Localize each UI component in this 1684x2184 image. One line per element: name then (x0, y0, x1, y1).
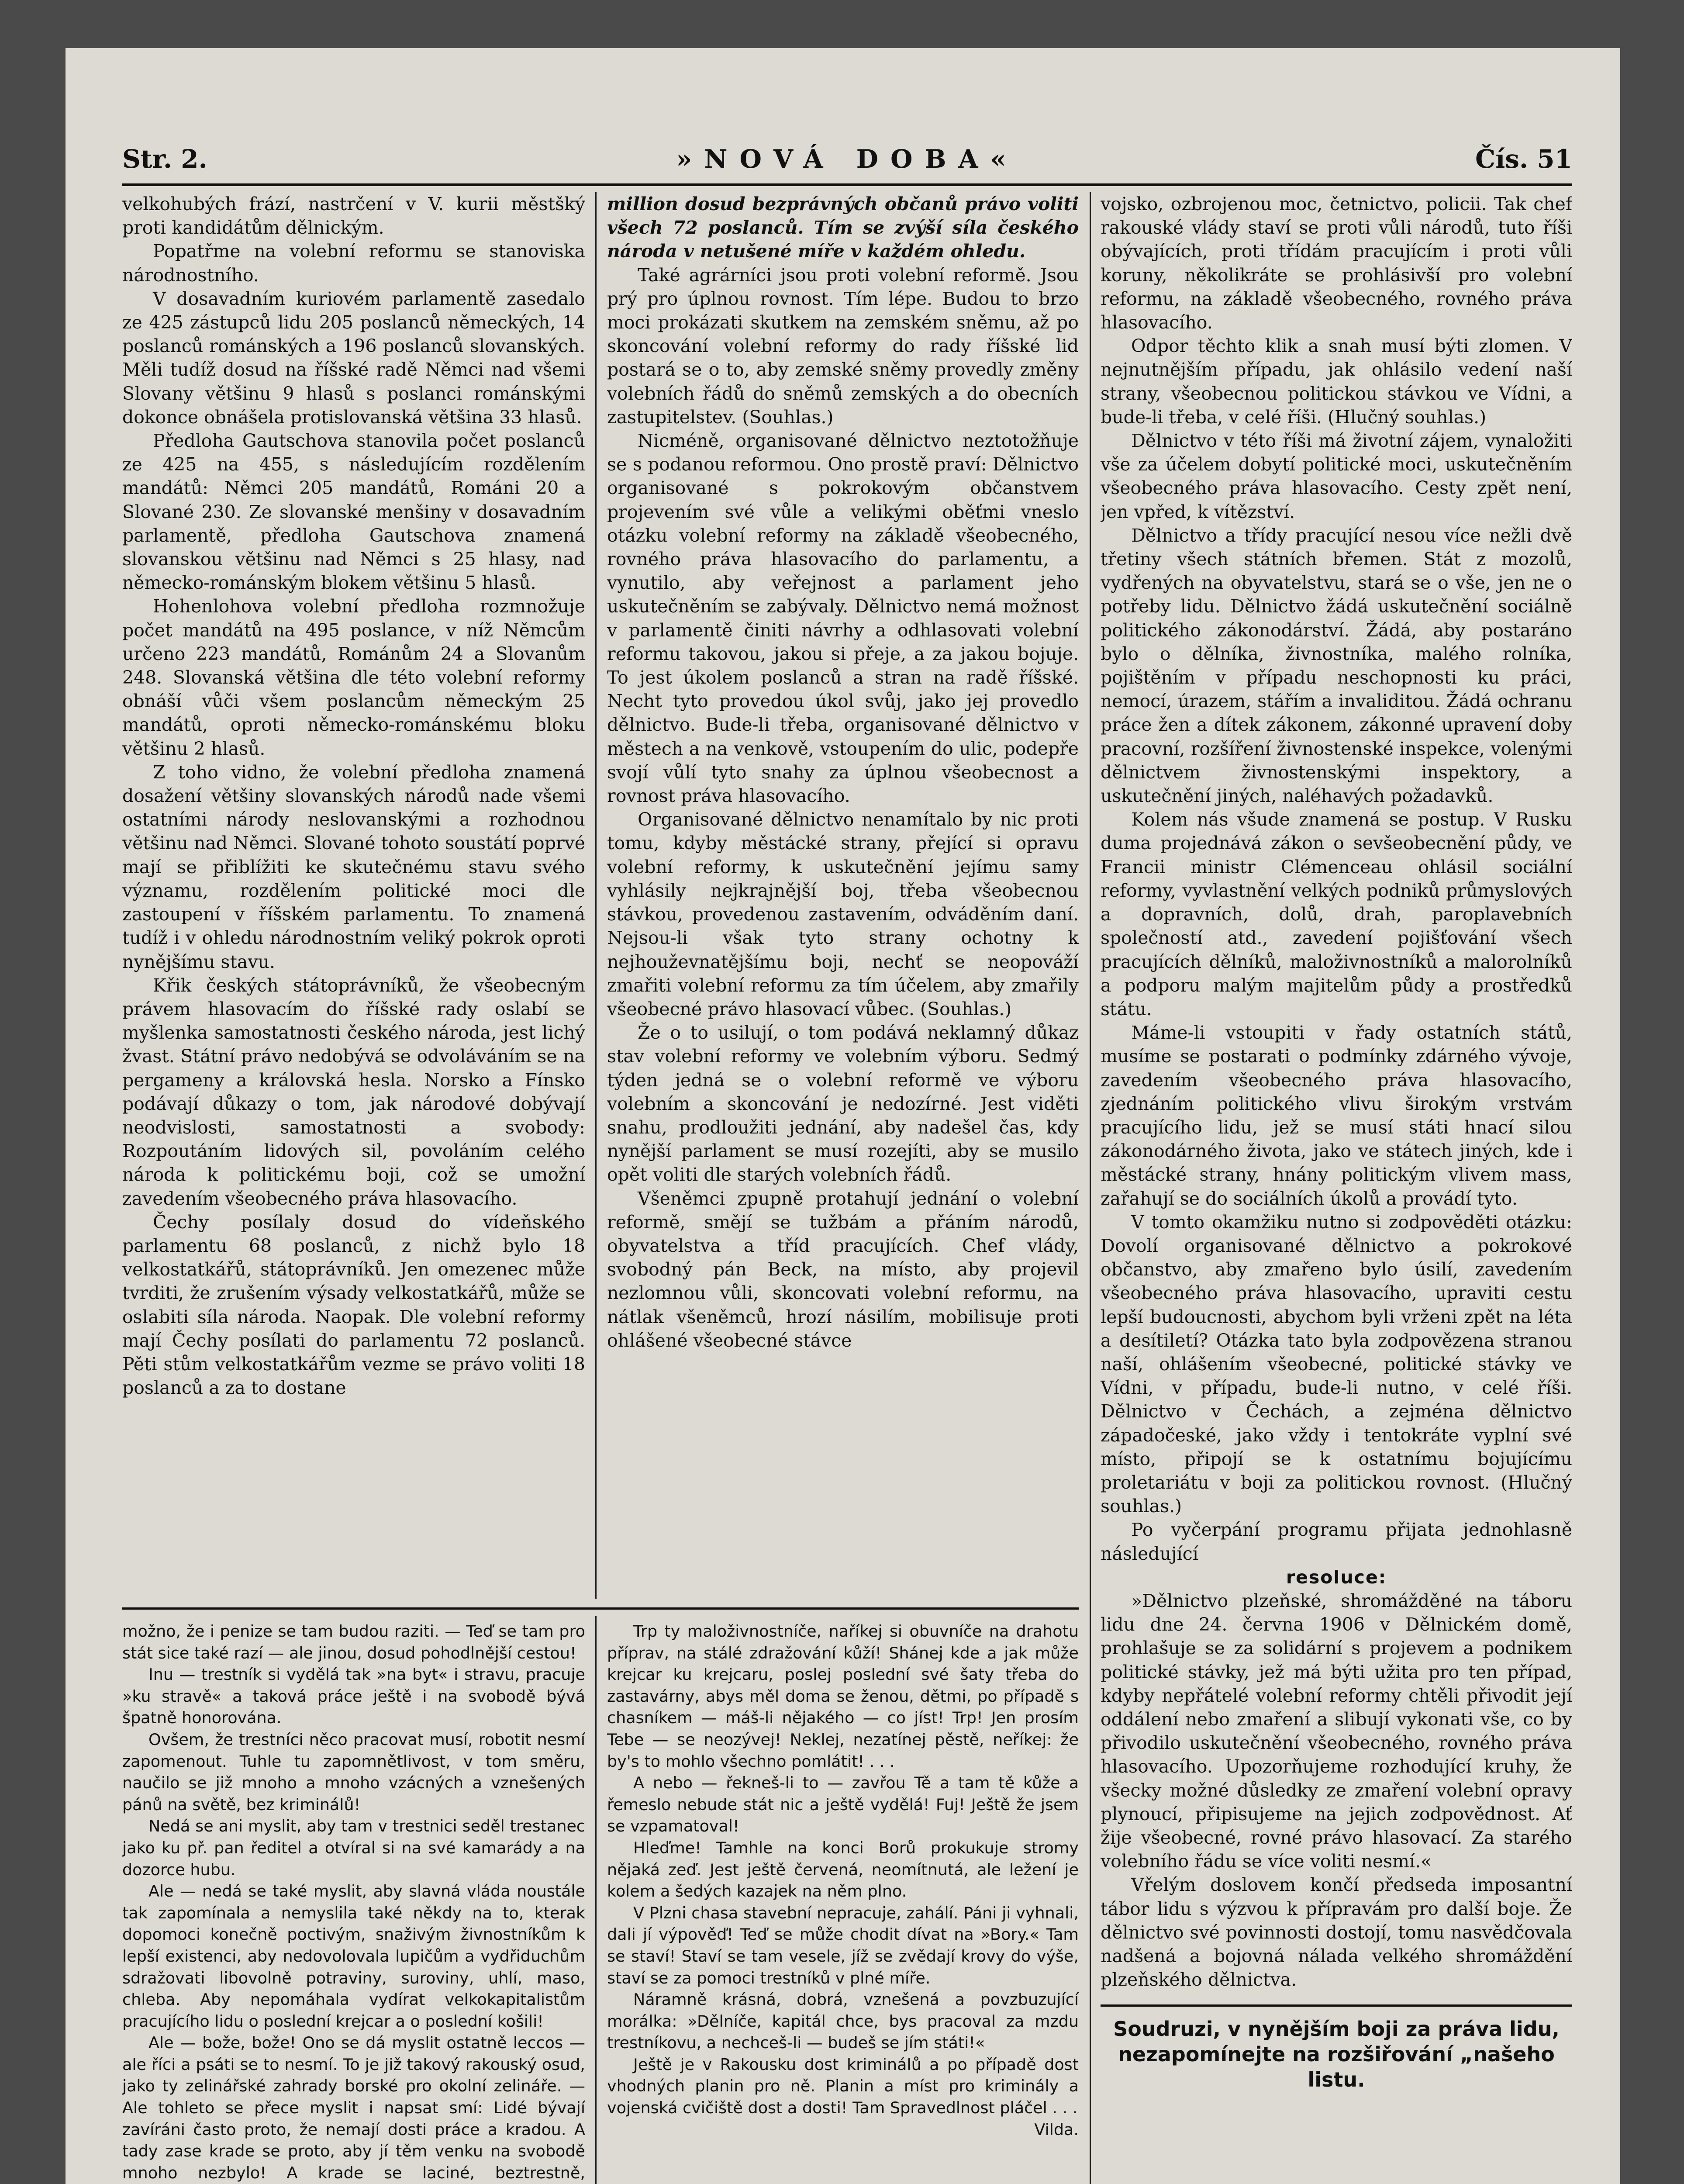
feuilleton-divider (122, 1607, 1079, 1610)
paragraph: možno, že i penize se tam budou raziti. — Teď se tam pro stát sice také razí — ale jinou, dosud pohodlnější cestou! (122, 1622, 585, 1662)
paragraph: Kolem nás všude znamená se postup. V Rusku duma projednává zákon o sevšeobecnění půdy, ve Francii ministr Clémenceau ohlásil sociální reformy, vyvlastnění velkých podniků průmyslových a dopravních, dolů, drah, paroplavebních společností atd., zavedení pojišťování všech pracujících dělníků, maloživnostníků a malorolníků a podporu malým majitelům půdy a prostředků státu. (1101, 809, 1572, 1019)
resolution-title: resoluce: (1286, 1566, 1387, 1588)
paragraph: Také agrárníci jsou proti volební reformě. Jsou prý pro úplnou rovnost. Tím lépe. Budou to brzo moci prokázati skutkem na zemském sněmu, až po skoncování volební reformy do rady říšské lid postará se o to, aby zemské sněmy provedly změny volebních řádů do sněmů zemských a do obecních zastupitelstev. (Souhlas.) (607, 264, 1079, 428)
resolution-text: »Dělnictvo plzeňské, shromážděné na táboru lidu dne 24. června 1906 v Dělnickém domě, prohlašuje se za solidární s projevem a podnikem politické stávky, jež má býti užita pro ten případ, kdyby nepřátelé volební reformy chtěli přivodit její oddálení nebo zmaření a slibují vykonati vše, co by přivodilo uskutečnění všeobecného, rovného práva hlasovacího. Upozorňujeme rozhodující kruhy, že všecky možné důsledky ze zmaření volební opravy plynoucí, připisujeme na jejich zodpovědnost. Ať žije všeobecné, rovné právo hlasovací. Za starého volebního řádu se více voliti nesmí.« (1101, 1590, 1572, 1872)
paragraph: A nebo — řekneš-li to — zavřou Tě a tam tě kůže a řemeslo nebude stát nic a ještě vydělá! Fuj! Ještě že jsem se vzpamatoval! (607, 1773, 1079, 1836)
article-column-2 (607, 192, 1079, 1599)
paragraph: V tomto okamžiku nutno si zodpověděti otázku: Dovolí organisované dělnictvo a pokrokové občanstvo, aby zmařeno bylo úsilí, zavedením všeobecného práva hlasovacího, upraviti cestu lepší budoucnosti, abychom byli vrženi zpět na léta a desítiletí? Otázka tato byla zodpovězena stranou naší, ohlášením všeobecné, politické stávky ve Vídni, v případu, bude-li nutno, v celé říši. Dělnictvo v Čechách, a zejména dělnictvo západočeské, jako vždy i tentokráte vyplní své místo, připojí se k ostatnímu bojujícímu proletariátu v boji za politickou rovnost. (Hlučný souhlas.) (1101, 1211, 1572, 1517)
newspaper-title: »NOVÁ DOBA« (676, 144, 1018, 174)
paragraph: Nedá se ani myslit, aby tam v trestnici seděl trestanec jako ku př. pan ředitel a otvíral si na své kamarády a na dozorce hubu. (122, 1817, 585, 1879)
newspaper-page (66, 48, 1620, 2184)
signature: Vilda. (1034, 2120, 1079, 2139)
paragraph: Dělnictvo v této říši má životní zájem, vynaložiti vše za účelem dobytí politické moci, uskutečněním všeobecného práva hlasovacího. Cesty zpět není, jen vpřed, k vítězství. (1101, 430, 1572, 522)
page-number: Str. 2. (122, 144, 207, 174)
paragraph: Máme-li vstoupiti v řady ostatních států, musíme se postarati o podmínky zdárného vývoje, zavedením všeobecného práva hlasovacího, zjednáním politického vlivu širokým vrstvám pracujícího lidu, jež se musí státi hnací silou zákonodárného života, jako ve státech jiných, kde i městácké strany, hnány politickým vlivem mass, zařahují se do sociálních úkolů a provádí tyto. (1101, 1022, 1572, 1209)
paragraph: Inu — trestník si vydělá tak »na byt« i stravu, pracuje »ku stravě« a taková práce ještě i na svobodě bývá špatně honorována. (122, 1665, 585, 1728)
paragraph: Po vyčerpání programu přijata jednohlasně následující (1101, 1519, 1572, 1564)
paragraph: velkohubých frází, nastrčení v V. kurii městšký proti kandidátům dělnickým. (122, 194, 585, 238)
paragraph: Dělnictvo a třídy pracující nesou více nežli dvě třetiny všech státních břemen. Stát z mozolů, vydřených na obyvatelstvu, stará se o vše, jen ne o potřeby lidu. Dělnictvo žádá uskutečnění sociálně politického zákonodárství. Žádá, aby postaráno bylo o dělníka, živnostníka, malého rolníka, pojištěním v případu neschopnosti ku práci, nemocí, úrazem, stářím a invaliditou. Žádá ochranu práce žen a dítek zákonem, zákonné upravení doby pracovní, rozšíření živnostenské inspekce, volenými dělnictvem živnostenskými inspektory, a uskutečnění jiných, naléhavých požadavků. (1101, 525, 1572, 807)
paragraph: Ovšem, že trestníci něco pracovat musí, robotit nesmí zapomenout. Tuhle tu zapomnětlivost, v tom směru, naučilo se již mnoho a mnoho vzácných a vznešených pánů na světě, bez kriminálů! (122, 1730, 585, 1814)
paragraph: V Plzni chasa stavební nepracuje, zahálí. Páni ji vyhnali, dali jí výpověď! Teď se může chodit dívat na »Bory.« Tam se staví! Staví se tam vesele, jíž se zvědají krovy do výše, staví se za pomoci trestníků v plné míře. (607, 1903, 1079, 1987)
page-header (122, 135, 1572, 186)
paragraph: Z toho vidno, že volební předloha znamená dosažení většiny slovanských národů nade všemi ostatními národy neslovanskými a rozhodnou většinu nad Němci. Slované tohoto soustátí poprvé mají se přiblížiti ke skutečnému stavu svého významu, rozdělením politické moci dle zastoupení v říšském parlamentu. To znamená tudíž i v ohledu národnostním veliký pokrok oproti nynějšímu stavu. (122, 761, 585, 972)
feuilleton-column-1 (122, 1621, 585, 2184)
paragraph: Vřelým doslovem končí předseda imposantní tábor lidu s výzvou k přípravám pro další boje. Že dělnictvo své povinnosti dostojí, tomu nasvědčovala nadšená a bojovná nálada velkého shromáždění plzeňského dělnictva. (1101, 1874, 1572, 1990)
paragraph: million dosud bezprávných občanů právo voliti všech 72 poslanců. Tím se zvýší síla českého národa v netušené míře v každém ohledu. (607, 194, 1079, 262)
paragraph: Ale — bože, bože! Ono se dá myslit ostatně leccos — ale říci a psáti se to nesmí. To je již takový rakouský osud, jako ty zelinářské zahrady borské pro okolní zelináře. — Ale tohleto se přece myslit i napsat smí: Lidé bývají zavíráni často proto, že nemají dosti práce a kradou. A tady zase krade se proto, aby jí těm venku na svobodě mnoho nezbylo! A krade se laciné, beztrestně, (122, 2033, 585, 2182)
column-divider (595, 1616, 597, 2184)
paragraph: V dosavadním kuriovém parlamentě zasedalo ze 425 zástupců lidu 205 poslanců německých, 14 poslanců románských a 196 poslanců slovanských. Měli tudíž dosud na říšské radě Němci nad všemi Slovany většinu 9 hlasů s poslanci románskými dokonce obnášela protislovanská většina 33 hlasů. (122, 288, 585, 428)
final-notice: Soudruzi, v nynějším boji za práva lidu, nezapomínejte na rozšiřování „našeho listu. (1101, 2004, 1572, 2092)
paragraph: Křik českých státoprávníků, že všeobecným právem hlasovacím do říšské rady oslabí se myšlenka samostatnosti českého národa, jest lichý žvast. Státní právo nedobývá se odvoláváním se na pergameny a královská hesla. Norsko a Fínsko podávají důkazy o tom, jak národové dobývají neodvislosti, samostatnosti a svobody: Rozpoutáním lidových sil, povoláním celého národa k politickému boji, což se umožní zavedením všeobecného práva hlasovacího. (122, 975, 585, 1209)
paragraph: Předloha Gautschova stanovila počet poslanců ze 425 na 455, s následujícím rozdělením mandátů: Němci 205 mandátů, Románi 20 a Slované 230. Ze slovanské menšiny v dosavadním parlamentě, předloha Gautschova znamená slovanskou většinu nad Němci s 25 hlasy, nad německo-románským blokem většinu 5 hlasů. (122, 430, 585, 594)
article-column-3 (1101, 192, 1572, 2184)
feuilleton-column-2 (607, 1621, 1079, 2184)
paragraph: vojsko, ozbrojenou moc, četnictvo, policii. Tak chef rakouské vlády staví se proti vůli národů, tuto říši obývajících, proti třídám pracujícím i proti vůli koruny, několikráte se prohlásivší pro volební reformu, na základě všeobecného, rovného práva hlasovacího. (1101, 194, 1572, 333)
column-divider (1090, 192, 1091, 2184)
article-column-1 (122, 192, 585, 1599)
paragraph: Organisované dělnictvo nenamítalo by nic proti tomu, kdyby městácké strany, přející si opravu volební reformy, k uskutečnění jejímu samy vyhlásily nejkrajnější boj, třeba všeobecnou stávkou, provedenou zastavením, odváděním daní. Nejsou-li však tyto strany ochotny k nejhouževnatějšímu boji, nechť se neopováží zmařiti volební reformu za tím účelem, aby zmařily všeobecné právo hlasovací vůbec. (Souhlas.) (607, 809, 1079, 1019)
paragraph: Všeněmci zpupně protahují jednání o volební reformě, smějí se tužbám a přáním národů, obyvatelstva a tříd pracujících. Chef vlády, svobodný pán Beck, na místo, aby projevil nezlomnou vůli, skoncovati volební reformu, na nátlak všeněmců, hrozí násilím, mobilisuje proti ohlášené všeobecné stávce (607, 1188, 1079, 1351)
paragraph: Čechy posílaly dosud do vídeňského parlamentu 68 poslanců, z nichž bylo 18 velkostatkářů, státoprávníků. Jen omezenec může tvrditi, že zrušením výsady velkostatkářů, může se oslabiti síla národa. Naopak. Dle volební reformy mají Čechy posílati do parlamentu 72 poslanců. Pěti stům velkostatkářům vezme se právo voliti 18 poslanců a za to dostane (122, 1211, 585, 1399)
paragraph: Ještě je v Rakousku dost kriminálů a po případě dost vhodných planin pro ně. Planin a míst pro kriminály a vojenská cvičiště dost a dosti! Tam Spravedlnost pláčel . . . (607, 2055, 1079, 2118)
paragraph: Že o to usilují, o tom podává neklamný důkaz stav volební reformy ve volebním výboru. Sedmý týden jedná se o volební reformě ve výboru volebním a skoncování je nedozírné. Jest viděti snahu, prodloužiti jednání, aby nadešel čas, kdy nynější parlament se musí rozejíti, aby se musilo opět voliti dle starých volebních řádů. (607, 1022, 1079, 1185)
paragraph: Hohenlohova volební předloha rozmnožuje počet mandátů na 495 poslance, v níž Němcům určeno 223 mandátů, Románům 24 a Slovanům 248. Slovanská většina dle této volební reformy obnáší vůči všem poslancům německým 25 mandátů, oproti německo-románskému bloku většinu 2 hlasů. (122, 596, 585, 759)
paragraph: Odpor těchto klik a snah musí býti zlomen. V nejnutnějším případu, jak ohlásilo vedení naší strany, všeobecnou politickou stávkou ve Vídni, a bude-li třeba, v celé říši. (Hlučný souhlas.) (1101, 335, 1572, 428)
paragraph: Popatřme na volební reformu se stanoviska národnostního. (122, 241, 585, 286)
issue-number: Čís. 51 (1475, 144, 1572, 174)
paragraph: Náramně krásná, dobrá, vznešená a povzbuzující morálka: »Dělníče, kapitál chce, bys pracoval za mzdu trestníkovu, a nechceš-li — budeš se jím státi!« (607, 1990, 1079, 2053)
paragraph: Nicméně, organisované dělnictvo neztotožňuje se s podanou reformou. Ono prostě praví: Dělnictvo organisované s pokrokovým občanstvem projevením své vůle a velikými oběťmi vneslo otázku volební reformy na základě všeobecného, rovného práva hlasovacího do parlamentu, a vynutilo, aby veřejnost a parlament jeho uskutečněním se zabývaly. Dělnictvo nemá možnost v parlamentě činiti návrhy a odhlasovati volební reformu takovou, jakou si přeje, a za jakou bojuje. To jest úkolem poslanců a stran na radě říšské. Necht tyto provedou úkol svůj, jako jej provedlo dělnictvo. Bude-li třeba, organisované dělnictvo v městech a na venkově, vstoupením do ulic, podepře svojí vůlí tyto snahy za úplnou všeobecnost a rovnost práva hlasovacího. (607, 430, 1079, 807)
paragraph: Trp ty maloživnostníče, naříkej si obuvníče na drahotu příprav, na stálé zdražování kůží! Shánej kde a jak může krejcar ku krejcaru, poslej poslední své šaty třeba do zastavárny, abys měl doma se ženou, dětmi, po případě s chasníkem — máš-li nějakého — co jíst! Trp! Jen prosím Tebe — se neozývej! Neklej, nezatínej pěstě, neříkej: že by's to mohlo všechno pomlátit! . . . (607, 1622, 1079, 1771)
paragraph: Hleďme! Tamhle na konci Borů prokukuje stromy nějaká zeď. Jest ještě červená, neomítnutá, ale ležení je kolem a šedých kazajek na něm plno. (607, 1838, 1079, 1901)
column-divider (595, 192, 597, 1599)
paragraph: Ale — nedá se také myslit, aby slavná vláda noustále tak zapomínala a nemyslila také někdy na to, kterak dopomoci konečně poctivým, snaživým živnostníkům k lepší existenci, aby nedovolovala lupičům a vydřiduchům sdražovati libovolně potraviny, suroviny, uhlí, maso, chleba. Aby nepomáhala vydírat velkokapitalistům pracujícího lidu o poslední krejcar a o poslední košili! (122, 1882, 585, 2031)
